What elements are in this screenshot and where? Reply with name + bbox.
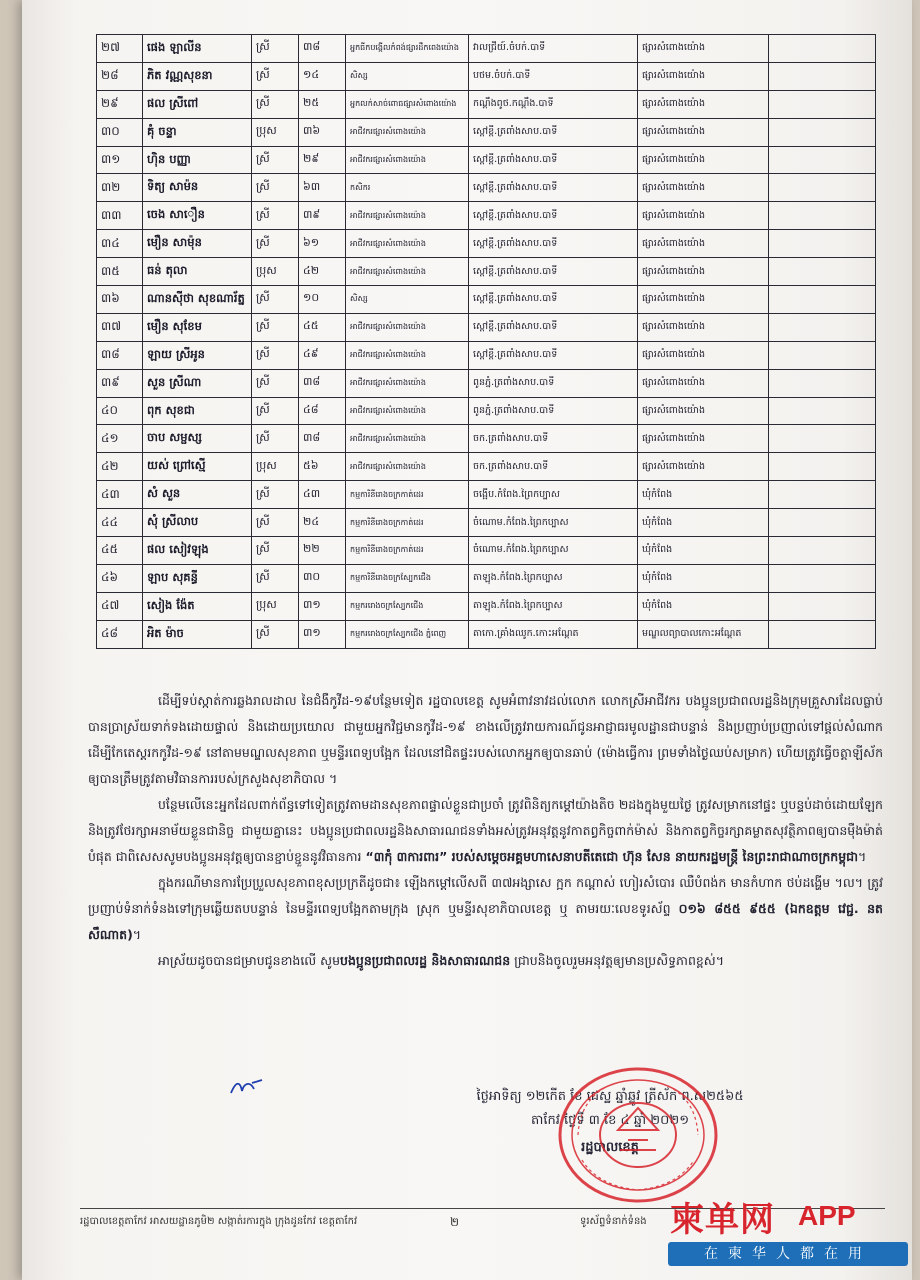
watermark <box>660 1192 910 1274</box>
exposure-location: ផ្សារសំពោងយ៉ោង <box>638 90 769 118</box>
person-occupation: អាជីវករផ្សារសំពោងយ៉ោង <box>346 146 469 174</box>
person-address: ស្ពៅខ្ពី.ត្រពាំងសាប.បាទី <box>469 258 638 286</box>
person-address: ស្ពៅខ្ពី.ត្រពាំងសាប.បាទី <box>469 230 638 258</box>
row-number: ៣២ <box>97 174 143 202</box>
person-occupation: អ្នកលក់សាច់ពោធផ្សារសំពោងយ៉ោង <box>346 90 469 118</box>
person-occupation: អាជីវករផ្សារសំពោងយ៉ោង <box>346 118 469 146</box>
person-address: ស្ពៅខ្ពី.ត្រពាំងសាប.បាទី <box>469 202 638 230</box>
notes-cell <box>769 537 876 565</box>
table-row <box>97 537 876 565</box>
row-number: ៣៤ <box>97 230 143 258</box>
page-number: ២ <box>450 1215 460 1229</box>
person-address: កណ្ដឹងពូថ.កណ្ដឹង.បាទី <box>469 90 638 118</box>
notes-cell <box>769 90 876 118</box>
person-age: ៥៦ <box>299 453 346 481</box>
person-age: ៤៨ <box>299 397 346 425</box>
table-row <box>97 286 876 314</box>
row-number: ៤៦ <box>97 564 143 592</box>
table-row <box>97 509 876 537</box>
row-number: ៣៩ <box>97 369 143 397</box>
case-list-body <box>97 35 876 649</box>
person-sex: ស្រី <box>252 35 299 63</box>
person-address: ចក.ត្រពាំងសាប.បាទី <box>469 453 638 481</box>
lunar-date: ថ្ងៃអាទិត្យ ១២កើត ខែ ជេស្ឋ ឆ្នាំឆ្លូវ ត្រីស័ក ព.ស២៥៦៥ <box>476 1089 744 1104</box>
row-number: ៤៨ <box>97 620 143 648</box>
exposure-location: ផ្សារសំពោងយ៉ោង <box>638 341 769 369</box>
person-sex: ស្រី <box>252 564 299 592</box>
person-age: ៣១ <box>299 592 346 620</box>
row-number: ៤៤ <box>97 509 143 537</box>
exposure-location: ឃុំកំពែង <box>638 537 769 565</box>
exposure-location: ផ្សារសំពោងយ៉ោង <box>638 425 769 453</box>
footer-contact: ទូរស័ព្ទទំនាក់ទំនង <box>580 1216 647 1227</box>
row-number: ២៧ <box>97 35 143 63</box>
exposure-location: ផ្សារសំពោងយ៉ោង <box>638 35 769 63</box>
exposure-location: ឃុំកំពែង <box>638 564 769 592</box>
person-occupation: អ្នកធីកបង្កើលកំពង់ផ្សារដឹកពេងយ៉ោង <box>346 35 469 63</box>
exposure-location: ផ្សារសំពោងយ៉ោង <box>638 202 769 230</box>
person-name: ទិត្យ សាម៉ន <box>143 174 252 202</box>
person-sex: ស្រី <box>252 230 299 258</box>
person-age: ២៥ <box>299 90 346 118</box>
person-name: ភិត វណ្ណសុខនា <box>143 62 252 90</box>
person-age: ៣៨ <box>299 369 346 397</box>
notes-cell <box>769 425 876 453</box>
person-occupation: អាជីវករផ្សារសំពោងយ៉ោង <box>346 258 469 286</box>
person-address: ស្ពៅខ្ពី.ត្រពាំងសាប.បាទី <box>469 174 638 202</box>
person-address: ស្ពៅខ្ពី.ត្រពាំងសាប.បាទី <box>469 146 638 174</box>
person-sex: ស្រី <box>252 62 299 90</box>
row-number: ៣១ <box>97 146 143 174</box>
person-occupation: កម្មកររោងចក្រស្បែកជើង ភ្នំពេញ <box>346 620 469 648</box>
person-occupation: អាជីវករផ្សារសំពោងយ៉ោង <box>346 397 469 425</box>
person-name: សៀង ង៉ែត <box>143 592 252 620</box>
person-sex: ស្រី <box>252 425 299 453</box>
notes-cell <box>769 509 876 537</box>
watermark-slogan: 在柬华人都在用 <box>668 1242 908 1266</box>
person-occupation: អាជីវករផ្សារសំពោងយ៉ោង <box>346 453 469 481</box>
row-number: ៤៣ <box>97 481 143 509</box>
person-sex: ប្រុស <box>252 592 299 620</box>
exposure-location: ឃុំកំពែង <box>638 509 769 537</box>
paragraph-appeal: ដើម្បីទប់ស្កាត់ការឆ្លងរាលដាល នៃជំងឺកូវីដ-១៩បន្ថែមទៀត រដ្ឋបាលខេត្ត សូមអំពាវនាវដល់លោក លោកស្រីអាជីវករ បងប្អូនប្រជាពលរដ្ឋនិងក្រុមគ្រួសារដែលធ្លាប់បានប្រាស្រ័យទាក់ទងដោយផ្ទាល់ និងដោយប្រយោល ជាមួយអ្នកវិជ្ជមានកូវីដ-១៩ ខាងលើត្រូវរាយការណ៍ជូនអាជ្ញាធរមូលដ្ឋានជាបន្ទាន់ និងប្រញាប់ប្រញាល់ទៅផ្ដល់សំណាក ដើម្បីកែតេស្តរកកូវីដ-១៩ នៅតាមមណ្ឌលសុខភាព ឬមន្ទីរពេទ្យបង្អែក ដែលនៅជិតផ្ទះរបស់លោកអ្នកឲ្យបានឆាប់ (ម៉ោងធ្វើការ ព្រមទាំងថ្ងៃឈប់សម្រាក) ហើយត្រូវធ្វើចត្តាឡីស័កឲ្យបានត្រឹមត្រូវតាមវិធានការរបស់ក្រសួងសុខាភិបាល ។ <box>88 693 883 786</box>
person-occupation: អាជីវករផ្សារសំពោងយ៉ោង <box>346 313 469 341</box>
person-name: អិត ម៉ាច <box>143 620 252 648</box>
exposure-location: ឃុំកំពែង <box>638 481 769 509</box>
person-address: ស្ពៅខ្ពី.ត្រពាំងសាប.បាទី <box>469 286 638 314</box>
row-number: ៣៣ <box>97 202 143 230</box>
person-address: ចំណោម.កំពែង.ព្រៃកប្បាស <box>469 537 638 565</box>
person-address: បថម.ចំបក់.បាទី <box>469 62 638 90</box>
table-row <box>97 453 876 481</box>
person-sex: ស្រី <box>252 174 299 202</box>
person-sex: ស្រី <box>252 509 299 537</box>
table-row <box>97 341 876 369</box>
person-name: ធន់ តុលា <box>143 258 252 286</box>
person-address: ស្ពៅខ្ពី.ត្រពាំងសាប.បាទី <box>469 313 638 341</box>
person-age: ៣៩ <box>299 202 346 230</box>
person-occupation: សិស្ស <box>346 286 469 314</box>
person-name: ណានស៊ីថា សុខណារ័ត្ន <box>143 286 252 314</box>
notes-cell <box>769 174 876 202</box>
person-sex: ស្រី <box>252 620 299 648</box>
initials-mark <box>228 1077 268 1099</box>
person-address: តាឡុង.កំពែង.ព្រៃកប្បាស <box>469 592 638 620</box>
table-row <box>97 592 876 620</box>
row-number: ៣៥ <box>97 258 143 286</box>
hotline-number: ០១៦ ៨៥៥ ៩៥៥ (ឯកឧត្តម វេជ្ជ. នត សឹណាត) <box>88 901 883 942</box>
announcement-text <box>88 688 883 974</box>
paragraph-closing <box>88 948 883 974</box>
person-name: ផល ស្រីពៅ <box>143 90 252 118</box>
table-row <box>97 118 876 146</box>
person-name: ផេង ឡាលីន <box>143 35 252 63</box>
person-name: ចេង សាឿន <box>143 202 252 230</box>
closing-text: អាស្រ័យដូចបានជម្រាបជូនខាងលើ សូម <box>158 953 341 968</box>
table-row <box>97 425 876 453</box>
notes-cell <box>769 230 876 258</box>
row-number: ២៨ <box>97 62 143 90</box>
person-name: មឿន សាម៉ុន <box>143 230 252 258</box>
person-name: ឡាយ ស្រីអូន <box>143 341 252 369</box>
exposure-location: មណ្ឌលព្យាបាលកោះអណ្ដែត <box>638 620 769 648</box>
table-row <box>97 62 876 90</box>
symptoms-end: ។ <box>132 927 142 942</box>
person-occupation: កម្មការិនីរោងចក្រកាត់ដេរ <box>346 481 469 509</box>
person-sex: ស្រី <box>252 146 299 174</box>
person-occupation: កម្មការិនីរោងចក្រកាត់ដេរ <box>346 537 469 565</box>
exposure-location: ផ្សារសំពោងយ៉ោង <box>638 369 769 397</box>
person-name: ឡាប សុគន្ធី <box>143 564 252 592</box>
notes-cell <box>769 481 876 509</box>
person-name: មឿន សុខែម <box>143 313 252 341</box>
table-row <box>97 90 876 118</box>
person-sex: ស្រី <box>252 397 299 425</box>
table-row <box>97 174 876 202</box>
row-number: ៤១ <box>97 425 143 453</box>
person-name: ពុក សុខជា <box>143 397 252 425</box>
notes-cell <box>769 620 876 648</box>
person-address: វាលជ្រីយ៍.ចំបក់.បាទី <box>469 35 638 63</box>
person-sex: ប្រុស <box>252 453 299 481</box>
notes-cell <box>769 369 876 397</box>
person-occupation: កសិករ <box>346 174 469 202</box>
table-row <box>97 202 876 230</box>
notes-cell <box>769 62 876 90</box>
table-row <box>97 258 876 286</box>
person-age: ៦៣ <box>299 174 346 202</box>
notes-cell <box>769 341 876 369</box>
person-address: ពូនភ្នំ.ត្រពាំងសាប.បាទី <box>469 369 638 397</box>
person-address: ពូនភ្នំ.ត្រពាំងសាប.បាទី <box>469 397 638 425</box>
official-seal <box>548 1060 728 1210</box>
person-address: ស្ពៅខ្ពី.ត្រពាំងសាប.បាទី <box>469 118 638 146</box>
footer-address: រដ្ឋបាលខេត្តតាកែវ អាសយដ្ឋានភូមិ២ សង្កាត់រការក្នុង ក្រុងដូនកែវ ខេត្តតាកែវ <box>80 1216 358 1227</box>
row-number: ៣៨ <box>97 341 143 369</box>
person-name: ចាប សម្ផស្ស <box>143 425 252 453</box>
person-age: ៣១ <box>299 620 346 648</box>
exposure-location: ផ្សារសំពោងយ៉ោង <box>638 62 769 90</box>
exposure-location: ផ្សារសំពោងយ៉ោង <box>638 258 769 286</box>
exposure-location: ផ្សារសំពោងយ៉ោង <box>638 118 769 146</box>
person-age: ១០ <box>299 286 346 314</box>
notes-cell <box>769 564 876 592</box>
notes-cell <box>769 146 876 174</box>
person-age: ២៤ <box>299 509 346 537</box>
row-number: ៤២ <box>97 453 143 481</box>
table-row <box>97 369 876 397</box>
watermark-brand: 柬单网 <box>670 1200 775 1240</box>
person-age: ៤៣ <box>299 481 346 509</box>
row-number: ៣៦ <box>97 286 143 314</box>
notes-cell <box>769 397 876 425</box>
person-name: សួន ស្រីណា <box>143 369 252 397</box>
person-name: សំ សួន <box>143 481 252 509</box>
person-address: ចង្អើប.កំពែង.ព្រៃកប្បាស <box>469 481 638 509</box>
notes-cell <box>769 286 876 314</box>
person-age: ៤៩ <box>299 341 346 369</box>
exposure-location: ផ្សារសំពោងយ៉ោង <box>638 174 769 202</box>
person-age: ៣០ <box>299 564 346 592</box>
exposure-location: ផ្សារសំពោងយ៉ោង <box>638 230 769 258</box>
watermark-app: APP <box>798 1200 856 1231</box>
measures-end: ។ <box>858 849 867 864</box>
notes-cell <box>769 35 876 63</box>
exposure-location: ផ្សារសំពោងយ៉ោង <box>638 397 769 425</box>
person-sex: ប្រុស <box>252 258 299 286</box>
measures-text: បន្ថែមលើនេះអ្នកដែលពាក់ព័ន្ធទៅទៀតត្រូវតាមដានសុខភាពផ្ទាល់ខ្លួនជាប្រចាំ ត្រូវពិនិត្យកម្ដៅយ៉ាងតិច ២ដងក្នុងមួយថ្ងៃ ត្រូវសម្រាកនៅផ្ទះ ឬបន្ទប់ដាច់ដោយឡែក និងត្រូវថែរក្សាអនាម័យខ្លួនជានិច្ច ជាមួយគ្នានេះ បងប្អូនប្រជាពលរដ្ឋនិងសាធារណជនទាំងអស់ត្រូវអនុវត្តនូវកាតព្វកិច្ចពាក់ម៉ាស់ និងកាតព្វកិច្ចរក្សាគម្លាតសុវត្ថិភាពឲ្យបានម៉ឺងម៉ាត់បំផុត ជាពិសេសសូមបងប្អូនអនុវត្តឲ្យបានខ្ជាប់ខ្ជួននូវវិធានការ <box>88 797 883 864</box>
exposure-location: ឃុំកំពែង <box>638 592 769 620</box>
notes-cell <box>769 258 876 286</box>
person-name: យស់ ព្រៅស្មើ <box>143 453 252 481</box>
row-number: ៣៧ <box>97 313 143 341</box>
person-name: សុំ ស្រីលាប <box>143 509 252 537</box>
person-sex: ស្រី <box>252 369 299 397</box>
table-row <box>97 146 876 174</box>
person-address: តាកោ.គ្រាំងឈូក.កោះអណ្ដែត <box>469 620 638 648</box>
table-row <box>97 35 876 63</box>
person-address: ចក.ត្រពាំងសាប.បាទី <box>469 425 638 453</box>
person-sex: ស្រី <box>252 313 299 341</box>
notes-cell <box>769 313 876 341</box>
person-occupation: អាជីវករផ្សារសំពោងយ៉ោង <box>346 425 469 453</box>
person-sex: ស្រី <box>252 286 299 314</box>
person-address: ស្ពៅខ្ពី.ត្រពាំងសាប.បាទី <box>469 341 638 369</box>
person-age: ២២ <box>299 537 346 565</box>
person-sex: ស្រី <box>252 202 299 230</box>
notes-cell <box>769 453 876 481</box>
person-age: ៣៨ <box>299 425 346 453</box>
table-row <box>97 564 876 592</box>
closing-end: ជ្រាបនិងចូលរួមអនុវត្តឲ្យមានប្រសិទ្ធភាពខ្ពស់។ <box>510 953 724 968</box>
person-age: ២៩ <box>299 146 346 174</box>
person-age: ៤៥ <box>299 313 346 341</box>
exposure-location: ផ្សារសំពោងយ៉ោង <box>638 313 769 341</box>
table-row <box>97 313 876 341</box>
row-number: ៤៥ <box>97 537 143 565</box>
exposure-location: ផ្សារសំពោងយ៉ោង <box>638 286 769 314</box>
person-occupation: អាជីវករផ្សារសំពោងយ៉ោង <box>346 202 469 230</box>
person-sex: ស្រី <box>252 90 299 118</box>
notes-cell <box>769 202 876 230</box>
person-occupation: អាជីវករផ្សារសំពោងយ៉ោង <box>346 369 469 397</box>
person-age: ៣៦ <box>299 118 346 146</box>
person-sex: ស្រី <box>252 481 299 509</box>
row-number: ៤០ <box>97 397 143 425</box>
person-name: ផល សៀវឡុង <box>143 537 252 565</box>
person-sex: ប្រុស <box>252 118 299 146</box>
table-row <box>97 620 876 648</box>
issuing-office: រដ្ឋបាលខេត្ត <box>581 1140 639 1155</box>
case-list-table <box>96 34 876 649</box>
person-age: ៦១ <box>299 230 346 258</box>
person-occupation: អាជីវករផ្សារសំពោងយ៉ោង <box>346 341 469 369</box>
notes-cell <box>769 592 876 620</box>
table-row <box>97 230 876 258</box>
paragraph-symptoms <box>88 870 883 948</box>
exposure-location: ផ្សារសំពោងយ៉ោង <box>638 453 769 481</box>
person-occupation: កម្មកររោងចក្រស្បែកជើង <box>346 592 469 620</box>
paragraph-measures <box>88 792 883 870</box>
person-occupation: អាជីវករផ្សារសំពោងយ៉ោង <box>346 230 469 258</box>
table-row <box>97 397 876 425</box>
person-sex: ស្រី <box>252 341 299 369</box>
table-row <box>97 481 876 509</box>
person-address: តាឡុង.កំពែង.ព្រៃកប្បាស <box>469 564 638 592</box>
person-occupation: សិស្ស <box>346 62 469 90</box>
closing-audience: បងប្អូនប្រជាពលរដ្ឋ និងសាធារណជន <box>340 953 511 968</box>
person-name: ហ៊ិន បញ្ញា <box>143 146 252 174</box>
person-age: ៤២ <box>299 258 346 286</box>
person-occupation: កម្មការិនីរោងចក្រកាត់ដេរ <box>346 509 469 537</box>
symptoms-text: ក្នុងករណីមានការប្រែប្រួលសុខភាពខុសប្រក្រតីដូចជា៖ ឡើងកម្ដៅលើសពី ៣៧អង្សាសេ ក្អក កណ្ដាស់ ហៀរសំបោរ ឈឺបំពង់ក មានកំហាក ថប់ដង្ហើម ។ល។ ត្រូវប្រញាប់ទំនាក់ទំនងទៅក្រុមឆ្លើយតបបន្ទាន់ នៃមន្ទីរពេទ្យបង្អែកតាមក្រុង ស្រុក ឬមន្ទីរសុខាភិបាលខេត្ត ឬ តាមរយៈលេខទូរស័ព្ទ <box>88 875 883 916</box>
solar-date: តាកែវ ថ្ងៃទី ៣ ខែ ៤ ឆ្នាំ ២០២១ <box>530 1113 690 1128</box>
person-age: ១៤ <box>299 62 346 90</box>
person-age: ៣៨ <box>299 35 346 63</box>
exposure-location: ផ្សារសំពោងយ៉ោង <box>638 146 769 174</box>
person-occupation: កម្មការិនីរោងចក្រស្បែកជើង <box>346 564 469 592</box>
notes-cell <box>769 118 876 146</box>
row-number: ២៩ <box>97 90 143 118</box>
person-address: ចំណោម.កំពែង.ព្រៃកប្បាស <box>469 509 638 537</box>
person-name: គុំ ចន្ទា <box>143 118 252 146</box>
row-number: ៣០ <box>97 118 143 146</box>
row-number: ៤៧ <box>97 592 143 620</box>
measures-slogan: “៣កុំ ៣ការពារ” របស់សម្តេចអគ្គមហាសេនាបតីតេជោ ហ៊ុន សែន នាយករដ្ឋមន្ត្រី នៃព្រះរាជាណាចក្រកម្ពុជា <box>365 849 859 864</box>
person-sex: ស្រី <box>252 537 299 565</box>
